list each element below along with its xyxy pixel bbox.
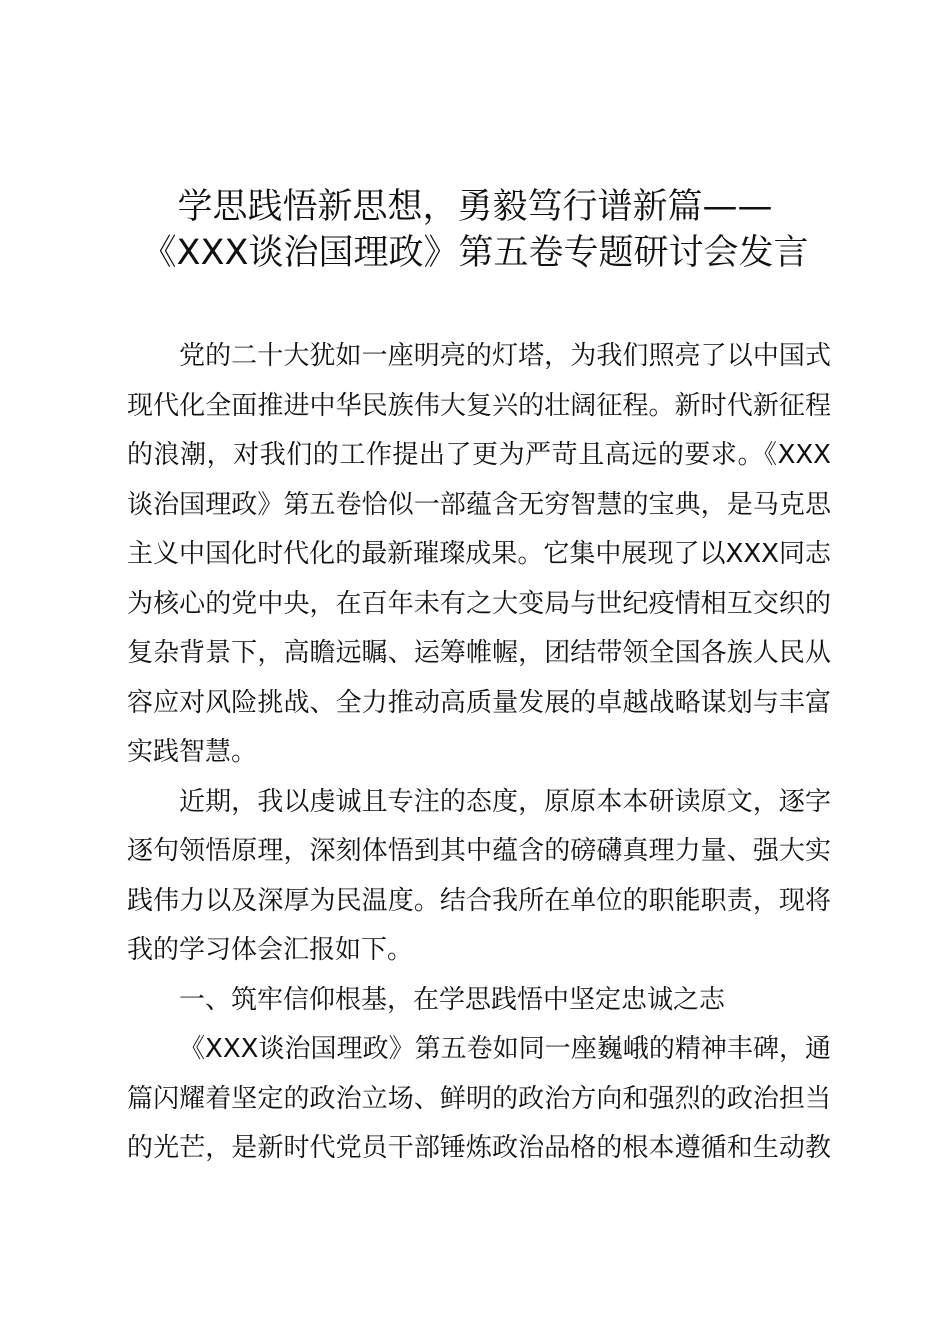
paragraph-1-line: 党的二十大犹如一座明亮的灯塔，为我们照亮了以中国式 [179, 341, 831, 371]
document-title-line-2: 《XXX谈治国理政》第五卷专题研讨会发言 [141, 233, 809, 273]
paragraph-3-line: 篇闪耀着坚定的政治立场、鲜明的政治方向和强烈的政治担当 [127, 1083, 831, 1114]
document-body [127, 332, 831, 1174]
paragraph-1-line: 主义中国化时代化的最新璀璨成果。它集中展现了以XXX同志 [127, 539, 831, 569]
paragraph-1-line: 的浪潮，对我们的工作提出了更为严苛且高远的要求。《XXX [127, 440, 831, 470]
paragraph-3-line: 《XXX谈治国理政》第五卷如同一座巍峨的精神丰碑，通 [179, 1034, 831, 1064]
paragraph-1-line: 谈治国理政》第五卷恰似一部蕴含无穷智慧的宝典，是马克思 [127, 489, 831, 520]
paragraph-1-line: 现代化全面推进中华民族伟大复兴的壮阔征程。新时代新征程 [127, 390, 831, 421]
paragraph-2-line: 我的学习体会汇报如下。 [127, 935, 414, 965]
paragraph-2-line: 逐句领悟原理，深刻体悟到其中蕴含的磅礴真理力量、强大实 [127, 836, 831, 866]
paragraph-1-line: 实践智慧。 [127, 737, 258, 767]
paragraph-2-line: 践伟力以及深厚为民温度。结合我所在单位的职能职责，现将 [127, 885, 831, 916]
paragraph-2-line: 近期，我以虔诚且专注的态度，原原本本研读原文，逐字 [179, 786, 831, 817]
paragraph-1-line: 复杂背景下，高瞻远瞩、运筹帷幄，团结带领全国各族人民从 [127, 638, 831, 668]
section-heading-1: 一、筑牢信仰根基，在学思践悟中坚定忠诚之志 [179, 984, 726, 1015]
paragraph-3-line: 的光芒，是新时代党员干部锤炼政治品格的根本遵循和生动教 [127, 1133, 831, 1163]
document-title-line-1: 学思践悟新思想，勇毅笃行谱新篇—— [177, 187, 773, 227]
paragraph-1-line: 为核心的党中央，在百年未有之大变局与世纪疫情相互交织的 [127, 588, 831, 619]
paragraph-1-line: 容应对风险挑战、全力推动高质量发展的卓越战略谋划与丰富 [127, 687, 831, 718]
